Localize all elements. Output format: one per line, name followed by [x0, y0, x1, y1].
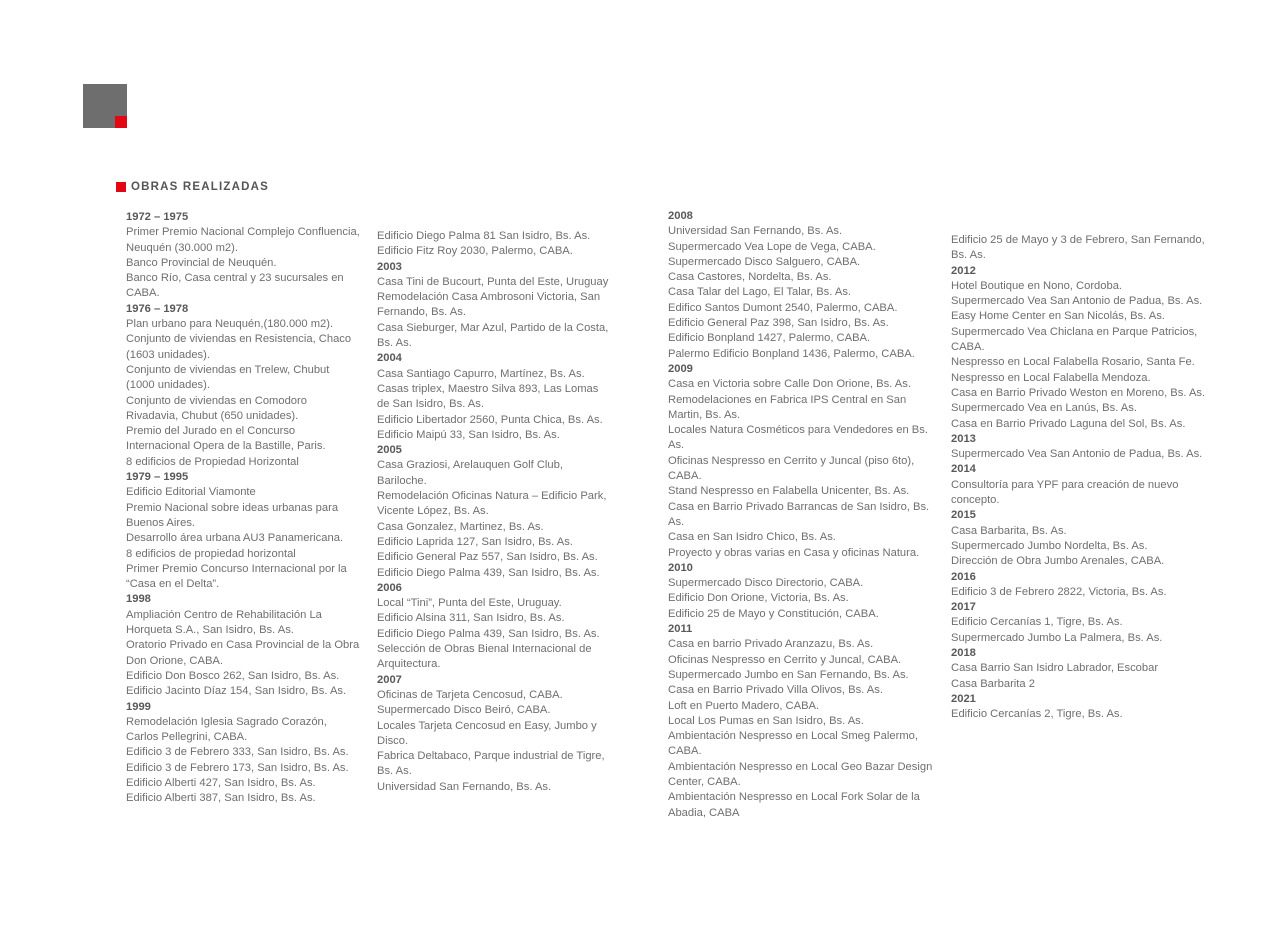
year-heading: 1972 – 1975	[126, 211, 189, 223]
project-item: Fabrica Deltabaco, Parque industrial de Tigre, Bs. As.	[377, 750, 605, 778]
project-item: Casa Barrio San Isidro Labrador, Escobar	[951, 662, 1159, 675]
year-heading: 2005	[377, 444, 402, 457]
project-item: Palermo Edificio Bonpland 1436, Palermo, CABA.	[668, 347, 915, 360]
section-heading	[116, 181, 269, 193]
project-item: Primer Premio Concurso Internacional por la “Casa en el Delta”.	[126, 562, 347, 591]
project-item: Edificio General Paz 557, San Isidro, Bs. As.	[377, 551, 598, 564]
project-item: Dirección de Obra Jumbo Arenales, CABA.	[951, 555, 1165, 568]
project-item: Edificio Jacinto Díaz 154, San Isidro, Bs. As.	[126, 685, 347, 698]
project-item: Supermercado Disco Salguero, CABA.	[668, 255, 861, 268]
project-item: Universidad San Fernando, Bs. As.	[668, 225, 843, 238]
project-item: Supermercado Jumbo en San Fernando, Bs. As.	[668, 668, 909, 681]
project-item: Remodelación Iglesia Sagrado Corazón, Carlos Pellegrini, CABA.	[126, 715, 327, 744]
year-heading: 1976 – 1978	[126, 302, 189, 315]
project-item: Edificio Maipú 33, San Isidro, Bs. As.	[377, 428, 560, 441]
project-item: Proyecto y obras varias en Casa y oficinas Natura.	[668, 546, 920, 559]
year-heading: 2018	[951, 647, 976, 660]
project-item: Edificio Cercanías 1, Tigre, Bs. As.	[951, 616, 1123, 629]
project-item: Local Los Pumas en San Isidro, Bs. As.	[668, 714, 864, 727]
year-heading: 2011	[668, 623, 693, 636]
project-item: Casa Sieburger, Mar Azul, Partido de la Costa, Bs. As.	[377, 321, 609, 350]
project-item: Casa Gonzalez, Martinez, Bs. As.	[377, 520, 544, 533]
year-heading: 2009	[668, 362, 693, 375]
project-item: Local “Tini”, Punta del Este, Uruguay.	[377, 597, 562, 610]
project-item: Edificio General Paz 398, San Isidro, Bs. As.	[668, 317, 889, 330]
year-heading: 2017	[951, 601, 976, 614]
logo	[83, 84, 127, 128]
project-item: Locales Tarjeta Cencosud en Easy, Jumbo y Disco.	[377, 719, 597, 747]
year-heading: 2013	[951, 432, 976, 445]
project-item: Supermercado Jumbo La Palmera, Bs. As.	[951, 631, 1163, 644]
project-item: Edificio Don Orione, Victoria, Bs. As.	[668, 592, 849, 605]
project-item: Oratorio Privado en Casa Provincial de la Obra Don Orione, CABA.	[126, 639, 360, 667]
project-item: Casa en Barrio Privado Villa Olivos, Bs. As.	[668, 684, 883, 697]
project-item: Edificio Bonpland 1427, Palermo, CABA.	[668, 332, 871, 345]
section-title: OBRAS REALIZADAS	[131, 181, 270, 193]
project-item: Oficinas Nespresso en Cerrito y Juncal, CABA.	[668, 653, 902, 666]
year-heading: 2007	[377, 673, 402, 686]
project-item: Edificio Don Bosco 262, San Isidro, Bs. As.	[126, 669, 340, 682]
project-item: Easy Home Center en San Nicolás, Bs. As.	[951, 310, 1165, 323]
project-item: Edificio 25 de Mayo y Constitución, CABA.	[668, 607, 879, 620]
project-item: Casa Barbarita 2	[951, 677, 1035, 690]
project-item: Casa Barbarita, Bs. As.	[951, 524, 1067, 537]
project-item: Premio Nacional sobre ideas urbanas para Buenos Aires.	[126, 501, 339, 529]
project-item: Edificio Alberti 387, San Isidro, Bs. As.	[126, 792, 316, 805]
project-item: Locales Natura Cosméticos para Vendedores en Bs. As.	[668, 424, 928, 452]
project-item: Edificio 25 de Mayo y 3 de Febrero, San Fernando, Bs. As.	[951, 234, 1205, 262]
project-item: Edifico Santos Dumont 2540, Palermo, CABA.	[668, 301, 898, 314]
project-item: Supermercado Disco Beiró, CABA.	[377, 704, 551, 717]
year-heading: 2014	[951, 463, 976, 476]
year-heading: 2015	[951, 509, 976, 522]
project-item: Nespresso en Local Falabella Rosario, Santa Fe.	[951, 356, 1195, 369]
column-4	[951, 233, 1216, 723]
project-item: Supermercado Vea en Lanús, Bs. As.	[951, 402, 1137, 415]
year-heading: 2012	[951, 264, 976, 277]
project-item: Remodelación Casa Ambrosoni Victoria, San Fernando, Bs. As.	[377, 291, 601, 319]
project-item: Supermercado Vea San Antonio de Padua, Bs. As.	[951, 295, 1203, 308]
project-item: Oficinas Nespresso en Cerrito y Juncal (piso 6to), CABA.	[668, 454, 915, 483]
year-heading: 2016	[951, 570, 976, 583]
project-item: Casa en barrio Privado Aranzazu, Bs. As.	[668, 638, 874, 651]
project-item: Premio del Jurado en el Concurso Internacional Opera de la Bastille, Paris.	[126, 425, 326, 453]
year-heading: 1998	[126, 593, 151, 606]
project-item: Ambientación Nespresso en Local Geo Bazar Design Center, CABA.	[668, 760, 933, 788]
project-item: Casa Tini de Bucourt, Punta del Este, Uruguay	[377, 275, 609, 288]
project-item: Remodelación Oficinas Natura – Edificio Park, Vicente López, Bs. As.	[377, 490, 607, 518]
project-item: Ambientación Nespresso en Local Smeg Palermo, CABA.	[668, 730, 918, 758]
project-item: Supermercado Disco Directorio, CABA.	[668, 577, 864, 590]
year-heading: 2006	[377, 581, 402, 594]
project-item: Edificio Editorial Viamonte	[126, 486, 256, 499]
project-item: Edificio 3 de Febrero 173, San Isidro, Bs. As.	[126, 761, 349, 774]
project-item: Oficinas de Tarjeta Cencosud, CABA.	[377, 688, 563, 701]
project-item: Stand Nespresso en Falabella Unicenter, Bs. As.	[668, 485, 910, 498]
project-item: Edificio Diego Palma 439, San Isidro, Bs. As.	[377, 627, 600, 640]
project-item: Ampliación Centro de Rehabilitación La Horqueta S.A., San Isidro, Bs. As.	[126, 608, 322, 637]
year-heading: 2008	[668, 210, 693, 222]
project-item: Nespresso en Local Falabella Mendoza.	[951, 371, 1151, 384]
project-item: Casa Castores, Nordelta, Bs. As.	[668, 271, 832, 284]
project-item: Edificio Diego Palma 81 San Isidro, Bs. As.	[377, 230, 591, 242]
project-item: Plan urbano para Neuquén,(180.000 m2).	[126, 318, 334, 331]
project-item: Casa en Victoria sobre Calle Don Orione, Bs. As.	[668, 378, 911, 391]
project-item: Ambientación Nespresso en Local Fork Solar de la Abadia, CABA	[668, 791, 920, 819]
project-item: Edificio Alsina 311, San Isidro, Bs. As.	[377, 612, 565, 625]
project-item: Supermercado Vea San Antonio de Padua, Bs. As.	[951, 448, 1203, 461]
project-item: 8 edificios de Propiedad Horizontal	[126, 455, 299, 468]
project-item: Banco Provincial de Neuquén.	[126, 256, 277, 269]
column-1	[126, 210, 361, 807]
heading-bullet-icon	[116, 182, 126, 192]
project-item: Conjunto de viviendas en Comodoro Rivadavia, Chubut (650 unidades).	[126, 394, 307, 422]
logo-accent-square	[115, 116, 127, 128]
year-heading: 2010	[668, 561, 693, 574]
project-item: Casa en Barrio Privado Barrancas de San Isidro, Bs. As.	[668, 500, 930, 528]
project-item: Edificio Alberti 427, San Isidro, Bs. As.	[126, 776, 316, 789]
project-item: Casa Santiago Capurro, Martínez, Bs. As.	[377, 367, 585, 380]
project-item: Casa Talar del Lago, El Talar, Bs. As.	[668, 286, 852, 299]
project-item: Universidad San Fernando, Bs. As.	[377, 780, 552, 793]
project-item: Consultoría para YPF para creación de nuevo concepto.	[951, 478, 1179, 507]
project-item: Conjunto de viviendas en Resistencia, Chaco (1603 unidades).	[126, 333, 352, 361]
project-item: Casa Graziosi, Arelauquen Golf Club, Bariloche.	[377, 459, 563, 487]
project-item: Casa en Barrio Privado Weston en Moreno, Bs. As.	[951, 386, 1206, 399]
project-item: Supermercado Vea Chiclana en Parque Patricios, CABA.	[951, 325, 1198, 354]
project-item: Edificio Diego Palma 439, San Isidro, Bs. As.	[377, 566, 600, 579]
year-heading: 1979 – 1995	[126, 471, 189, 484]
year-heading: 1999	[126, 700, 151, 713]
project-item: Casa en San Isidro Chico, Bs. As.	[668, 531, 836, 544]
project-item: Hotel Boutique en Nono, Cordoba.	[951, 279, 1123, 292]
project-item: Edificio 3 de Febrero 333, San Isidro, Bs. As.	[126, 746, 349, 759]
project-item: Desarrollo área urbana AU3 Panamericana.	[126, 532, 344, 545]
project-item: Selección de Obras Bienal Internacional de Arquitectura.	[377, 643, 592, 671]
project-item: Banco Río, Casa central y 23 sucursales en CABA.	[126, 272, 344, 300]
project-item: Edificio Fitz Roy 2030, Palermo, CABA.	[377, 245, 573, 258]
column-3	[668, 209, 933, 821]
project-item: Edificio Cercanías 2, Tigre, Bs. As.	[951, 708, 1123, 721]
project-item: 8 edificios de propiedad horizontal	[126, 547, 296, 560]
project-item: Primer Premio Nacional Complejo Confluencia, Neuquén (30.000 m2).	[126, 226, 360, 254]
project-item: Supermercado Jumbo Nordelta, Bs. As.	[951, 539, 1148, 552]
column-2	[377, 229, 612, 795]
project-item: Loft en Puerto Madero, CABA.	[668, 699, 820, 712]
project-item: Conjunto de viviendas en Trelew, Chubut (1000 unidades).	[126, 363, 330, 392]
year-heading: 2003	[377, 260, 402, 273]
year-heading: 2004	[377, 352, 402, 365]
project-item: Casas triplex, Maestro Silva 893, Las Lomas de San Isidro, Bs. As.	[377, 382, 599, 411]
year-heading: 2021	[951, 692, 976, 705]
project-item: Supermercado Vea Lope de Vega, CABA.	[668, 240, 876, 253]
project-item: Remodelaciones en Fabrica IPS Central en San Martin, Bs. As.	[668, 393, 907, 421]
project-item: Edificio 3 de Febrero 2822, Victoria, Bs. As.	[951, 585, 1167, 598]
project-item: Casa en Barrio Privado Laguna del Sol, Bs. As.	[951, 417, 1186, 430]
project-item: Edificio Libertador 2560, Punta Chica, Bs. As.	[377, 413, 603, 426]
project-item: Edificio Laprida 127, San Isidro, Bs. As.	[377, 535, 573, 548]
